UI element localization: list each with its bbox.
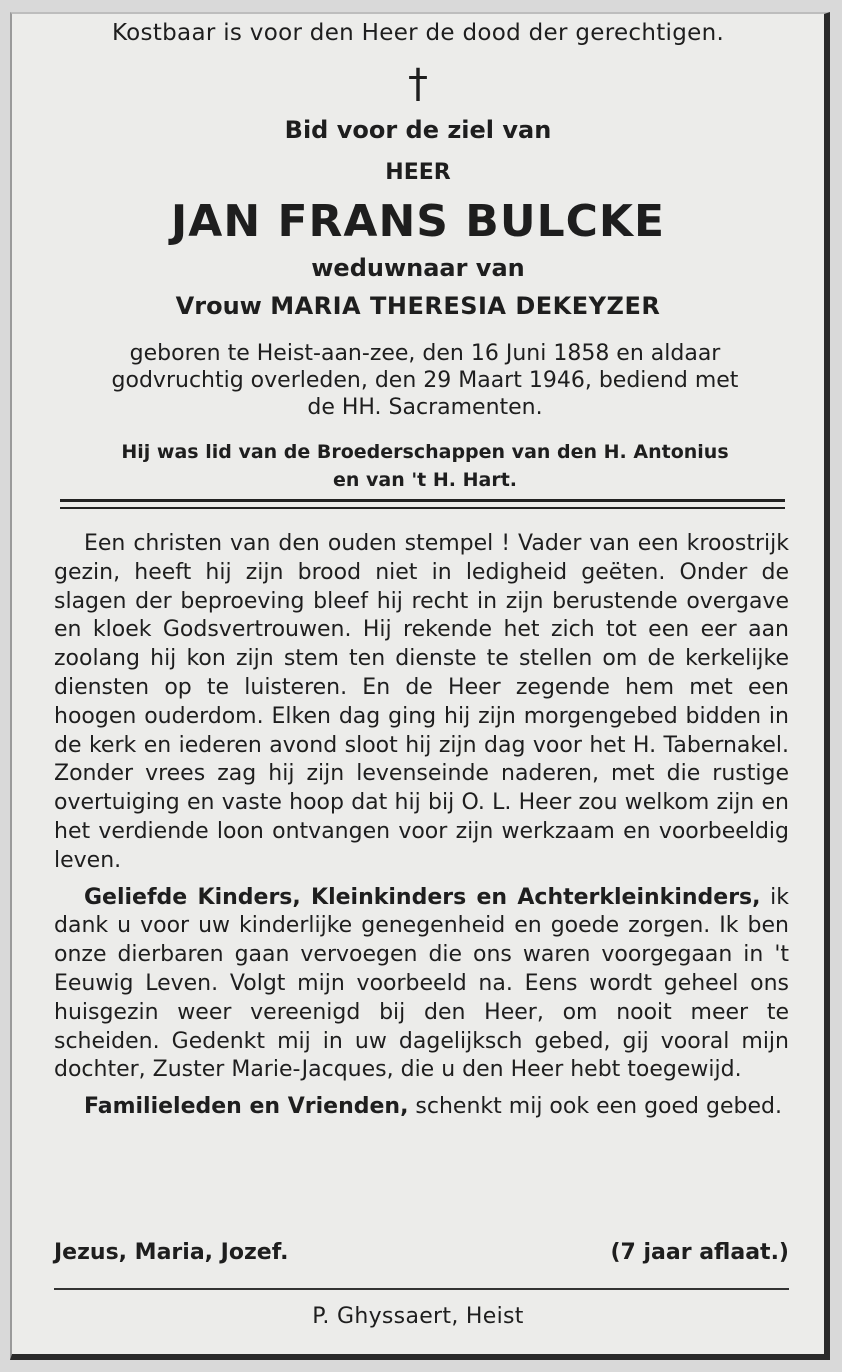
member-line-1: Hij was lid van de Broederschappen van den H. Antonius (121, 441, 729, 463)
children-text: ik dank u voor uw kinderlijke genegenheid en goede zorgen. Ik ben onze dierbaren gaan vervoegen die ons waren voorgegaan in 't Eeuwig Leven. Volgt mijn voorbeeld na. Eens wordt geheel ons huisgezin weer vereenigd bij den Heer, om nooit meer te scheiden. Gedenkt mij in uw dagelijksch gebed, gij vooral mijn dochter, Zuster Marie-Jacques, die u den Heer hebt toegewijd. (54, 884, 789, 1083)
widower-line: weduwnaar van (311, 254, 525, 282)
member-line-2: en van 't H. Hart. (332, 469, 518, 491)
birth-line-3: de HH. Sacramenten. (307, 395, 543, 420)
memorial-card (10, 12, 830, 1360)
divider-bottom (54, 1288, 789, 1290)
prayer-request: Bid voor de ziel van (284, 116, 552, 144)
paragraph-children (54, 884, 789, 1086)
divider-thick (60, 499, 785, 502)
motto: Kostbaar is voor den Heer de dood der gerechtigen. (111, 20, 725, 46)
wife-prefix: Vrouw (175, 292, 262, 320)
honorific: HEER (385, 160, 451, 185)
paragraph-family (54, 1093, 789, 1122)
paragraph-eulogy: Een christen van den ouden stempel ! Vader van een kroostrijk gezin, heeft hij zijn brood niet in ledigheid geëten. Onder de slagen der beproeving bleef hij recht in zijn berustende overgave en kloek Godsvertrouwen. Hij rekende het zich tot een eer aan zoolang hij kon zijn stem ten dienste te stellen om de kerkelijke diensten op te luisteren. En de Heer zegende hem met een hoogen ouderdom. Elken dag ging hij zijn morgengebed bidden in de kerk en iederen avond sloot hij zijn dag voor het H. Tabernakel. Zonder vrees zag hij zijn levenseinde naderen, met die rustige overtuiging en vaste hoop dat hij bij O. L. Heer zou welkom zijn en het verdiende loon ontvangen voor zijn werkzaam en voorbeeldig leven. (54, 531, 789, 873)
deceased-name: JAN FRANS BULCKE (170, 196, 666, 247)
birth-line-1: geboren te Heist-aan-zee, den 16 Juni 1858 en aldaar (129, 341, 721, 366)
divider-thin (60, 507, 785, 509)
membership-info (60, 438, 790, 494)
printer-credit: P. Ghyssaert, Heist (312, 1304, 524, 1329)
cross-icon: † (408, 61, 428, 107)
family-text: schenkt mij ook een goed gebed. (408, 1094, 782, 1120)
address-family: Familieleden en Vrienden, (84, 1094, 409, 1120)
address-children: Geliefde Kinders, Kleinkinders en Achterkleinkinders, (84, 884, 761, 910)
birth-death-info (60, 340, 790, 421)
wife-line (12, 292, 824, 320)
wife-name: MARIA THERESIA DEKEYZER (270, 292, 661, 320)
closing-prayer: Jezus, Maria, Jozef. (54, 1240, 289, 1265)
birth-line-2: godvruchtig overleden, den 29 Maart 1946, bediend met (111, 368, 739, 393)
indulgence-note: (7 jaar aflaat.) (610, 1240, 789, 1265)
eulogy-text (54, 530, 789, 1130)
